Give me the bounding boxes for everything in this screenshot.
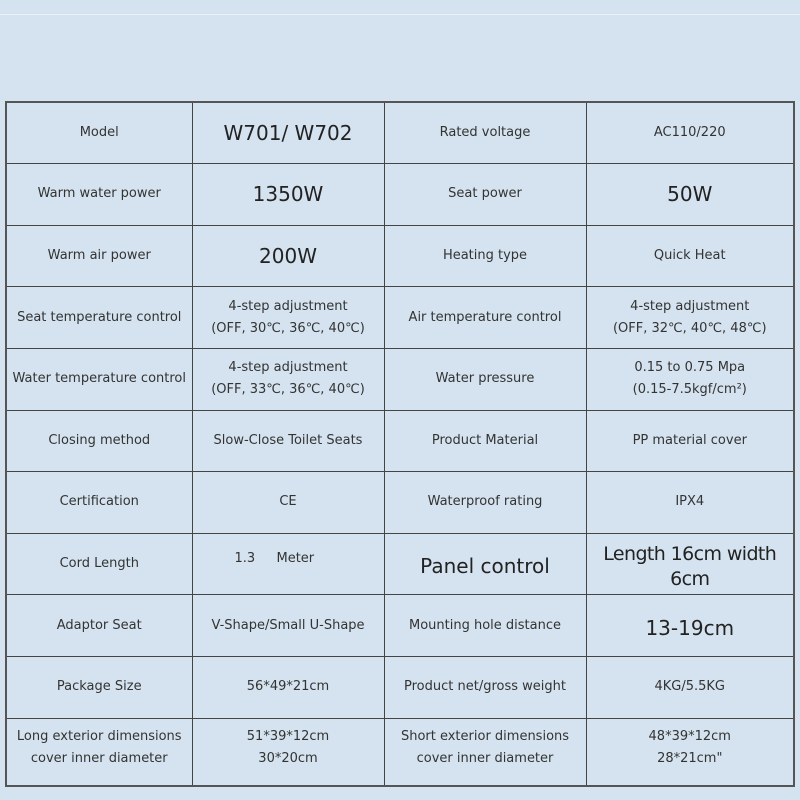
spec-value: 1350W xyxy=(192,164,384,226)
cord-length-number: 1.3 xyxy=(234,550,256,566)
spec-value: Slow-Close Toilet Seats xyxy=(192,410,384,472)
spec-label: Rated voltage xyxy=(384,102,586,164)
spec-value-line: (OFF, 32℃, 40℃, 48℃) xyxy=(612,320,767,336)
spec-value: PP material cover xyxy=(586,410,794,472)
spec-value-line: (0.15-7.5kgf/cm²) xyxy=(632,382,747,398)
spec-value: W701/ W702 xyxy=(192,102,384,164)
spec-value xyxy=(192,348,384,410)
spec-label: Seat power xyxy=(384,164,586,226)
spec-value-line: 4-step adjustment xyxy=(228,298,348,314)
spec-value: AC110/220 xyxy=(586,102,794,164)
spec-label: Warm water power xyxy=(6,164,192,226)
cord-length-unit: Meter xyxy=(276,550,315,566)
spec-value xyxy=(586,718,794,786)
panel-control-value: Length 16cm width 6cm xyxy=(603,543,777,591)
spec-label: Product Material xyxy=(384,410,586,472)
spec-label xyxy=(6,718,192,786)
spec-label: Adaptor Seat xyxy=(6,595,192,657)
table-row xyxy=(6,410,794,472)
table-row xyxy=(6,348,794,410)
spec-value xyxy=(586,348,794,410)
spec-label: Warm air power xyxy=(6,225,192,287)
table-row xyxy=(6,287,794,349)
table-row xyxy=(6,595,794,657)
spec-value-line: (OFF, 33℃, 36℃, 40℃) xyxy=(211,382,365,398)
spec-label xyxy=(384,533,586,595)
spec-value-line: 48*39*12cm xyxy=(648,728,731,744)
table-row xyxy=(6,164,794,226)
panel-control-label: Panel control xyxy=(420,554,550,579)
spec-value xyxy=(192,287,384,349)
spec-value: V-Shape/Small U-Shape xyxy=(192,595,384,657)
mounting-hole-value: 13-19cm xyxy=(645,615,735,640)
spec-value-line: 0.15 to 0.75 Mpa xyxy=(634,360,746,376)
spec-label xyxy=(384,718,586,786)
spec-label: Air temperature control xyxy=(384,287,586,349)
spec-value-line: 4-step adjustment xyxy=(228,360,348,376)
spec-value: 4KG/5.5KG xyxy=(586,656,794,718)
spec-value-line: (OFF, 30℃, 36℃, 40℃) xyxy=(211,320,365,336)
spec-label: Water temperature control xyxy=(6,348,192,410)
top-divider xyxy=(0,14,800,15)
spec-value-line: 4-step adjustment xyxy=(630,298,750,314)
spec-label: Product net/gross weight xyxy=(384,656,586,718)
spec-value: IPX4 xyxy=(586,472,794,534)
table-row xyxy=(6,718,794,786)
spec-label: Mounting hole distance xyxy=(384,595,586,657)
spec-value: 50W xyxy=(586,164,794,226)
table-row xyxy=(6,472,794,534)
spec-table xyxy=(5,101,795,787)
spec-label: Seat temperature control xyxy=(6,287,192,349)
spec-value xyxy=(192,533,384,595)
spec-value-line: 30*20cm xyxy=(258,750,318,766)
spec-value xyxy=(586,533,794,595)
spec-label: Package Size xyxy=(6,656,192,718)
spec-label: Waterproof rating xyxy=(384,472,586,534)
table-row xyxy=(6,656,794,718)
spec-value xyxy=(586,595,794,657)
spec-label: Water pressure xyxy=(384,348,586,410)
spec-value xyxy=(586,287,794,349)
spec-label: Closing method xyxy=(6,410,192,472)
spec-label-line: Long exterior dimensions xyxy=(16,728,182,744)
spec-value: CE xyxy=(192,472,384,534)
spec-label: Certification xyxy=(6,472,192,534)
spec-value: 56*49*21cm xyxy=(192,656,384,718)
spec-label-line: Short exterior dimensions xyxy=(400,728,570,744)
table-row xyxy=(6,102,794,164)
spec-value: Quick Heat xyxy=(586,225,794,287)
spec-label: Model xyxy=(6,102,192,164)
spec-value-line: 51*39*12cm xyxy=(246,728,330,744)
spec-label-line: cover inner diameter xyxy=(30,750,168,766)
spec-value xyxy=(192,718,384,786)
spec-label: Cord Length xyxy=(6,533,192,595)
spec-value-line: 28*21cm" xyxy=(657,750,723,766)
spec-label-line: cover inner diameter xyxy=(416,750,554,766)
spec-label: Heating type xyxy=(384,225,586,287)
table-row xyxy=(6,533,794,595)
spec-value: 200W xyxy=(192,225,384,287)
table-row xyxy=(6,225,794,287)
